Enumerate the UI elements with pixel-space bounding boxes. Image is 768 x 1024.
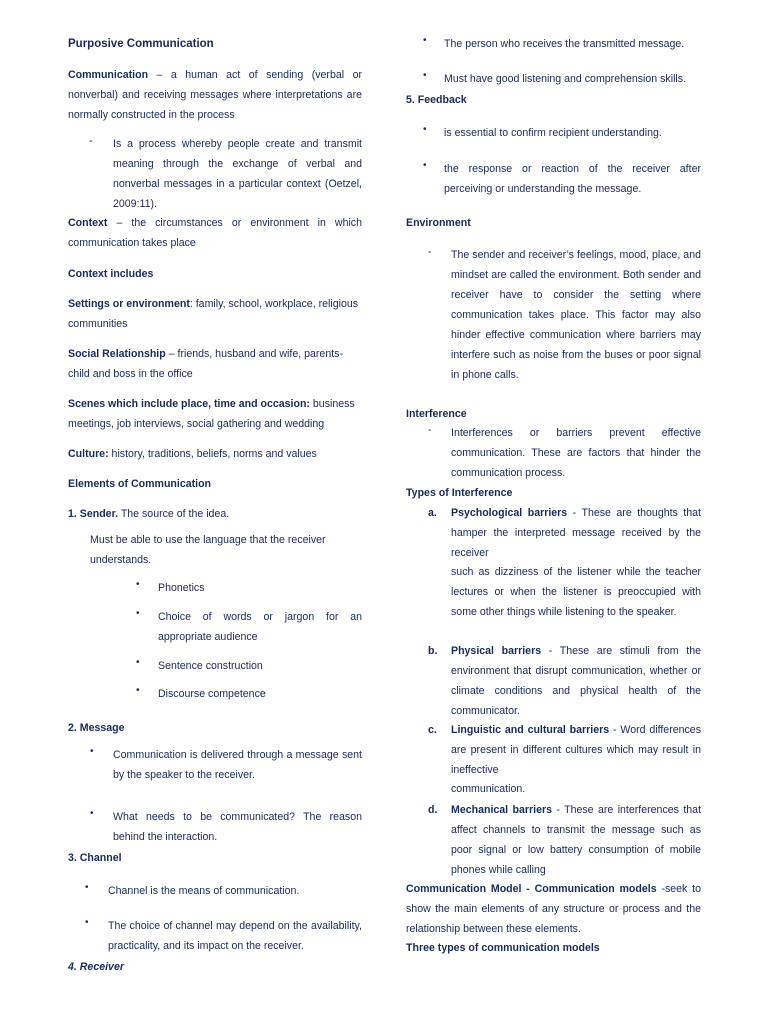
barrier-marker: b. (428, 645, 438, 657)
barrier-linguistic: Linguistic and cultural barriers - Word differences are present in different cultures which may result in ineffective (451, 724, 701, 776)
three-types-heading: Three types of communication models (406, 942, 600, 954)
channel-item: The choice of channel may depend on the availability, practicality, and its impact on the receiver. (108, 920, 362, 952)
document-title: Purposive Communication (68, 38, 214, 50)
sender-item: Discourse competence (158, 688, 266, 700)
environment-heading: Environment (406, 217, 471, 229)
feedback-item: the response or reaction of the receiver after perceiving or understanding the message. (444, 163, 701, 195)
barrier-marker: c. (428, 724, 437, 736)
dash-marker: - (428, 424, 432, 436)
communication-process-note: Is a process whereby people create and transmit meaning through the exchange of verbal and nonverbal messages in a particular context (Oetzel, 2009:11). (113, 138, 362, 210)
bullet-icon: • (423, 35, 427, 46)
context-includes-heading: Context includes (68, 268, 154, 280)
context-definition: Context – the circumstances or environment in which communication takes place (68, 217, 362, 249)
message-heading: 2. Message (68, 722, 125, 734)
bullet-icon: • (90, 746, 94, 757)
bullet-icon: • (136, 579, 140, 590)
elements-heading: Elements of Communication (68, 478, 212, 490)
receiver-item: The person who receives the transmitted message. (444, 38, 685, 50)
barrier-mechanical: Mechanical barriers - These are interferences that affect channels to transmit the message such as poor signal or low battery consumption of mobile phones while calling (451, 804, 702, 876)
bullet-icon: • (423, 160, 427, 171)
environment-text: The sender and receiver’s feelings, mood, place, and mindset are called the environment. Both sender and receiver have to consider the setting where communication takes place. This factor may also hinder effective communication where barriers may interfere such as noise from the buses or poor signal in phone calls. (451, 249, 701, 381)
barrier-marker: a. (428, 507, 437, 519)
bullet-icon: • (423, 124, 427, 135)
barrier-linguistic-extra: communication. (451, 783, 526, 795)
sender-heading: 1. Sender. The source of the idea. (68, 508, 230, 520)
message-item: Communication is delivered through a message sent by the speaker to the receiver. (113, 749, 362, 781)
barrier-psychological: Psychological barriers - These are thoughts that hamper the interpreted message received by the receiver (451, 507, 702, 559)
bullet-icon: • (136, 608, 140, 619)
sender-note: Must be able to use the language that the receiver understands. (90, 534, 326, 566)
bullet-icon: • (85, 917, 89, 928)
interference-text: Interferences or barriers prevent effective communication. These are factors that hinder the communication process. (451, 427, 701, 479)
feedback-item: is essential to confirm recipient understanding. (444, 127, 662, 139)
communication-model-definition: Communication Model - Communication models -seek to show the main elements of any structure or process and the relationship between these elements. (406, 883, 701, 935)
bullet-icon: • (136, 657, 140, 668)
sender-item: Choice of words or jargon for an appropriate audience (158, 611, 362, 643)
sender-item: Sentence construction (158, 660, 263, 672)
bullet-icon: • (136, 685, 140, 696)
social-relationship-item: Social Relationship – friends, husband and wife, parents-child and boss in the office (68, 348, 343, 380)
bullet-icon: • (85, 882, 89, 893)
channel-heading: 3. Channel (68, 852, 122, 864)
sender-item: Phonetics (158, 582, 205, 594)
channel-item: Channel is the means of communication. (108, 885, 300, 897)
barrier-psychological-extra: such as dizziness of the listener while the teacher lectures or when the listener is preoccupied with some other things while listening to the speaker. (451, 566, 701, 618)
settings-item: Settings or environment: family, school, workplace, religious communities (68, 298, 359, 330)
dash-marker: - (428, 246, 432, 258)
receiver-item: Must have good listening and comprehension skills. (444, 73, 687, 85)
feedback-heading: 5. Feedback (406, 94, 467, 106)
culture-item: Culture: history, traditions, beliefs, norms and values (68, 448, 317, 460)
types-heading: Types of Interference (406, 487, 513, 499)
message-item: What needs to be communicated? The reason behind the interaction. (113, 811, 362, 843)
barrier-marker: d. (428, 804, 438, 816)
scenes-item: Scenes which include place, time and occasion: business meetings, job interviews, social gathering and wedding (68, 398, 355, 430)
dash-marker: - (89, 135, 93, 147)
interference-heading: Interference (406, 408, 467, 420)
bullet-icon: • (423, 70, 427, 81)
communication-definition: Communication – a human act of sending (verbal or nonverbal) and receiving messages where interpretations are normally constructed in the process (68, 69, 362, 121)
barrier-physical: Physical barriers - These are stimuli from the environment that disrupt communication, whether or climate conditions and physical health of the communicator. (451, 645, 701, 717)
bullet-icon: • (90, 808, 94, 819)
receiver-heading: 4. Receiver (68, 961, 124, 973)
